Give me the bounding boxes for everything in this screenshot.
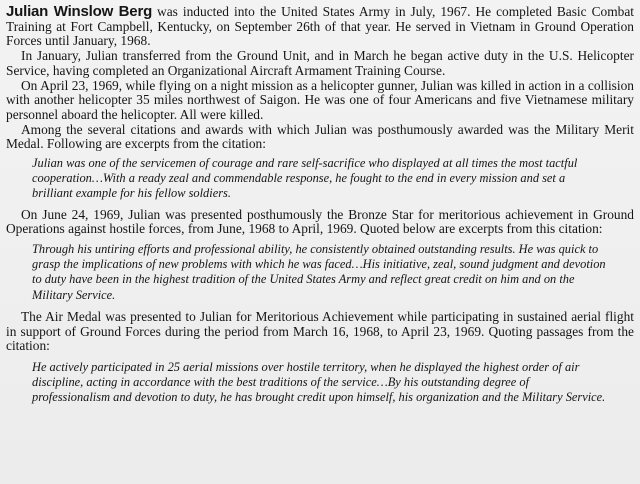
paragraph-transfer: In January, Julian transferred from the Ground Unit, and in March he began active duty in the U.S. Helicopter Service, having completed an Organizational Aircraft Armament Training Course. [6,48,634,78]
intro-paragraph [6,5,634,49]
paragraph-military-merit-medal: Among the several citations and awards with which Julian was posthumously awarded was the Military Merit Medal. Following are excerpts from the citation: [6,121,634,152]
quote-military-merit-medal: Julian was one of the servicemen of courage and rare self-sacrifice who displayed at all times the most tactful cooperation…With a ready zeal and commendable response, he fought to the end in every mission and set a brilliant example for his fellow soldiers. [32,156,578,201]
quote-bronze-star: Through his untiring efforts and professional ability, he consistently obtained outstanding results. He was quick to grasp the implications of new problems with which he was faced…His initiative, zeal, sound judgment and devotion to duty have been in the highest tradition of the United States Army and reflect great credit on him and on the Military Service. [32,242,606,302]
paragraph-bronze-star: On June 24, 1969, Julian was presented posthumously the Bronze Star for meritorious achievement in Ground Operations against hostile forces, from June, 1968 to April, 1969. Quoted below are excerpts from this citation: [6,206,634,237]
paragraph-killed-in-action: On April 23, 1969, while flying on a night mission as a helicopter gunner, Julian was killed in action in a collision with another helicopter 35 miles northwest of Saigon. He was one of four Americans and five Vietnamese military personnel aboard the helicopter. All were killed. [6,77,634,122]
person-name: Julian Winslow Berg [6,3,153,20]
paragraph-air-medal: The Air Medal was presented to Julian for Meritorious Achievement while participating in sustained aerial flight in support of Ground Forces during the period from March 16, 1968, to April 23, 1969. Quoting passages from the citation: [6,308,634,354]
quote-air-medal: He actively participated in 25 aerial missions over hostile territory, when he displayed the highest order of air discipline, acting in accordance with the best traditions of the service…By his outstanding degree of professionalism and devotion to duty, he has brought credit upon himself, his organization and the Military Service. [32,359,606,405]
intro-text: was inducted into the United States Army in July, 1967. He completed Basic Combat Training at Fort Campbell, Kentucky, on September 26th of that year. He served in Vietnam in Ground Operation Forces until January, 1968. [6,4,634,49]
